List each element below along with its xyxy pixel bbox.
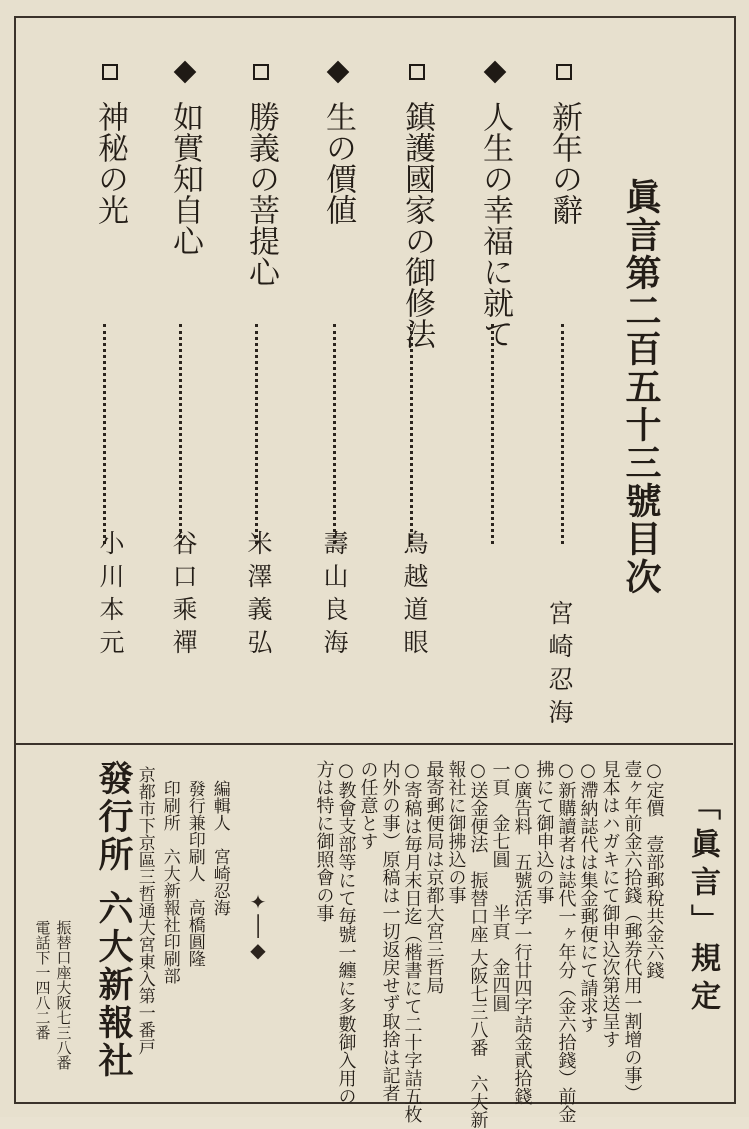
diamond-bullet-icon: [484, 61, 507, 84]
rule-line: ○廣告料 五號活字一行廿四字詰金貳拾錢: [511, 760, 533, 1105]
publisher-line: 發行兼印刷人 高橋圓隆: [184, 780, 205, 967]
article-5: [239, 64, 284, 287]
leader-dots: [103, 324, 106, 544]
article-3-author: 鳥越道眼: [400, 530, 429, 662]
article-4: [316, 64, 361, 225]
rule-line: 一頁 金七圓 半頁 金四圓: [489, 760, 511, 1012]
rule-line: ○定價 壹部郵稅共金六錢: [643, 760, 665, 979]
article-6-author: 谷口乘禪: [169, 530, 198, 662]
rule-line: ○滯納誌代は集金郵便にて請求す: [577, 760, 599, 1033]
article-3-title: 鎮護國家の御修法: [399, 101, 435, 350]
publisher-name: 六大新報社: [93, 890, 134, 1080]
article-6-title: 如實知自心: [167, 101, 203, 257]
section-divider: [16, 743, 733, 745]
rule-line: ○教會支部等にて毎號一纏に多數御入用の: [335, 760, 357, 1105]
leader-dots: [491, 324, 494, 544]
leader-dots: [255, 324, 258, 544]
rule-line: ○送金便法 振替口座 大阪七三八番 六大新: [467, 760, 489, 1129]
transfer-account: 振替口座大阪七三八番: [54, 920, 73, 1070]
issue-title: 眞言第二百五十三號目次: [620, 178, 662, 596]
bullet-icon: [556, 64, 572, 80]
rules-heading: 「眞言」規定: [685, 790, 720, 1018]
rule-line: の任意とす: [357, 760, 379, 850]
article-4-title: 生の價値: [320, 101, 356, 226]
rule-line: ○寄稿は毎月末日迄（楷書にて二十字詰五枚: [401, 760, 423, 1123]
diamond-bullet-icon: [174, 61, 197, 84]
article-2: [473, 64, 518, 349]
printer-line: 印刷所 六大新報社印刷部: [159, 780, 180, 984]
rule-line: 内外の事）原稿は一切返戻せず取捨は記者: [379, 760, 401, 1102]
rule-line: 見本はハガキにて御申込次第送呈す: [599, 760, 621, 1048]
rule-line: 最寄郵便局は京都大宮三哲局: [423, 760, 445, 994]
article-4-author: 壽山良海: [320, 530, 349, 662]
article-5-author: 米澤義弘: [244, 530, 273, 662]
rule-line: 報社に御拂込の事: [445, 760, 467, 904]
bullet-icon: [102, 64, 118, 80]
publisher-label: 發行所: [93, 760, 134, 874]
article-2-title: 人生の幸福に就て: [477, 101, 513, 350]
article-1: [542, 64, 587, 225]
leader-dots: [410, 324, 413, 544]
rule-line: 方は特に御照會の事: [313, 760, 335, 922]
editor-line: 編輯人 宮崎忍海: [209, 780, 230, 916]
bullet-icon: [253, 64, 269, 80]
address-line: 京都市下京區三哲通大宮東入第一番戸: [134, 766, 155, 1055]
article-7-title: 神秘の光: [92, 101, 128, 226]
phone-number: 電話下一四八二番: [33, 920, 52, 1040]
article-5-title: 勝義の菩提心: [243, 101, 279, 288]
article-3: [395, 64, 440, 349]
bullet-icon: [409, 64, 425, 80]
article-6: [163, 64, 208, 256]
rule-line: 拂にて御申込の事: [533, 760, 555, 904]
diamond-bullet-icon: [327, 61, 350, 84]
article-1-title: 新年の辭: [546, 101, 582, 226]
rule-line: ○新購讀者は誌代一ヶ年分（金六拾錢）前金: [555, 760, 577, 1123]
article-7-author: 小川本元: [96, 530, 125, 662]
leader-dots: [561, 324, 564, 544]
article-1-author: 宮崎忍海: [545, 600, 574, 732]
rule-line: 壹ヶ年前金六拾錢（郵券代用一割增の事）: [621, 760, 643, 1102]
article-7: [88, 64, 133, 225]
leader-dots: [179, 324, 182, 544]
leader-dots: [333, 324, 336, 544]
ornament-icon: ✦ │ ◆: [249, 890, 267, 962]
